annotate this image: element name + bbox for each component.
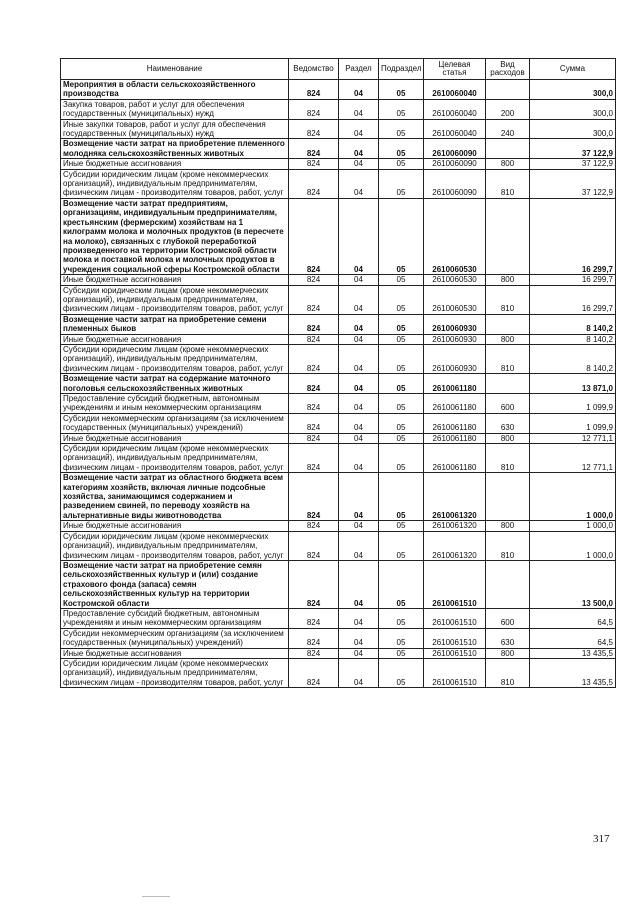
cell-name: Возмещение части затрат на содержание маточного поголовья сельскохозяйственных животных (61, 374, 289, 394)
table-row (61, 433, 616, 443)
cell-subsection: 05 (379, 531, 424, 560)
cell-amount: 37 122,9 (530, 139, 616, 159)
table-row (61, 394, 616, 414)
cell-section: 04 (339, 198, 379, 274)
cell-expense-type (486, 560, 530, 608)
cell-section: 04 (339, 275, 379, 285)
cell-target-article: 2610061180 (424, 413, 486, 433)
cell-target-article: 2610060930 (424, 314, 486, 334)
cell-amount: 16 299,7 (530, 285, 616, 314)
cell-name: Субсидии юридическим лицам (кроме некоммерческих организаций), индивидуальным предпринимателям, физическим лицам - производителям товаров, работ, услуг (61, 344, 289, 373)
cell-target-article: 2610060530 (424, 285, 486, 314)
cell-subsection: 05 (379, 648, 424, 658)
cell-name: Субсидии юридическим лицам (кроме некоммерческих организаций), индивидуальным предпринимателям, физическим лицам - производителям товаров, работ, услуг (61, 169, 289, 198)
cell-name: Иные бюджетные ассигнования (61, 433, 289, 443)
table-row (61, 198, 616, 274)
header-subsection: Подраздел (379, 59, 424, 80)
table-header-row (61, 59, 616, 80)
cell-target-article: 2610060090 (424, 169, 486, 198)
table-row (61, 608, 616, 628)
cell-subsection: 05 (379, 560, 424, 608)
cell-subsection: 05 (379, 628, 424, 648)
cell-subsection: 05 (379, 80, 424, 100)
cell-expense-type: 810 (486, 344, 530, 373)
cell-subsection: 05 (379, 99, 424, 119)
cell-target-article: 2610060090 (424, 159, 486, 169)
cell-department: 824 (289, 80, 339, 100)
cell-target-article: 2610060090 (424, 139, 486, 159)
cell-section: 04 (339, 531, 379, 560)
cell-department: 824 (289, 374, 339, 394)
cell-expense-type: 600 (486, 394, 530, 414)
table-row (61, 531, 616, 560)
cell-name: Возмещение части затрат на приобретение племенного молодняка сельскохозяйственных животных (61, 139, 289, 159)
cell-subsection: 05 (379, 169, 424, 198)
cell-name: Возмещение части затрат предприятиям, организациям, индивидуальным предпринимателям, крестьянским (фермерским) хозяйствам на 1 килограмм молока и молочных продуктов (в пересчете на молоко), связанных с глубокой переработкой произведенного на территории Костромской области молока и поставкой молока и молочных продуктов в учреждения социальной сферы Костромской области (61, 198, 289, 274)
cell-department: 824 (289, 314, 339, 334)
cell-name: Возмещение части затрат на приобретение семени племенных быков (61, 314, 289, 334)
cell-section: 04 (339, 628, 379, 648)
cell-section: 04 (339, 374, 379, 394)
cell-target-article: 2610060530 (424, 198, 486, 274)
cell-target-article: 2610060930 (424, 344, 486, 373)
header-expense-type: Вид расходов (486, 59, 530, 80)
cell-department: 824 (289, 198, 339, 274)
cell-subsection: 05 (379, 413, 424, 433)
cell-expense-type: 810 (486, 658, 530, 687)
cell-expense-type: 600 (486, 608, 530, 628)
cell-section: 04 (339, 119, 379, 139)
table-body (61, 80, 616, 688)
cell-expense-type: 800 (486, 521, 530, 531)
cell-name: Субсидии некоммерческим организациям (за исключением государственных (муниципальных) учреждений) (61, 628, 289, 648)
table-row (61, 139, 616, 159)
cell-department: 824 (289, 628, 339, 648)
cell-subsection: 05 (379, 608, 424, 628)
cell-name: Иные закупки товаров, работ и услуг для обеспечения государственных (муниципальных) нужд (61, 119, 289, 139)
table-row (61, 119, 616, 139)
cell-amount: 300,0 (530, 119, 616, 139)
header-name: Наименование (61, 59, 289, 80)
cell-target-article: 2610061510 (424, 648, 486, 658)
cell-department: 824 (289, 275, 339, 285)
cell-subsection: 05 (379, 159, 424, 169)
cell-amount: 37 122,9 (530, 159, 616, 169)
table-row (61, 169, 616, 198)
cell-subsection: 05 (379, 444, 424, 473)
cell-target-article: 2610061510 (424, 658, 486, 687)
cell-subsection: 05 (379, 394, 424, 414)
cell-section: 04 (339, 473, 379, 521)
cell-name: Иные бюджетные ассигнования (61, 648, 289, 658)
table-row (61, 413, 616, 433)
cell-department: 824 (289, 139, 339, 159)
cell-target-article: 2610061510 (424, 560, 486, 608)
cell-expense-type (486, 473, 530, 521)
cell-amount: 8 140,2 (530, 314, 616, 334)
cell-name: Иные бюджетные ассигнования (61, 159, 289, 169)
table-row (61, 444, 616, 473)
cell-subsection: 05 (379, 334, 424, 344)
cell-amount: 12 771,1 (530, 433, 616, 443)
cell-section: 04 (339, 80, 379, 100)
cell-target-article: 2610060040 (424, 119, 486, 139)
table-row (61, 275, 616, 285)
table-row (61, 99, 616, 119)
cell-expense-type (486, 139, 530, 159)
table-row (61, 473, 616, 521)
cell-department: 824 (289, 413, 339, 433)
cell-amount: 13 871,0 (530, 374, 616, 394)
cell-section: 04 (339, 433, 379, 443)
cell-expense-type: 240 (486, 119, 530, 139)
cell-expense-type (486, 198, 530, 274)
cell-section: 04 (339, 159, 379, 169)
cell-subsection: 05 (379, 314, 424, 334)
cell-department: 824 (289, 169, 339, 198)
cell-name: Возмещение части затрат из областного бюджета всем категориям хозяйств, включая личные подсобные хозяйства, занимающимся содержанием и разведением свиней, по переводу хозяйств на альтернативные виды животноводства (61, 473, 289, 521)
table-row (61, 628, 616, 648)
cell-amount: 8 140,2 (530, 344, 616, 373)
cell-expense-type: 810 (486, 285, 530, 314)
cell-expense-type: 810 (486, 169, 530, 198)
cell-section: 04 (339, 394, 379, 414)
cell-expense-type: 200 (486, 99, 530, 119)
cell-expense-type: 800 (486, 334, 530, 344)
cell-section: 04 (339, 139, 379, 159)
cell-target-article: 2610061510 (424, 628, 486, 648)
cell-target-article: 2610061180 (424, 444, 486, 473)
cell-department: 824 (289, 648, 339, 658)
cell-amount: 13 500,0 (530, 560, 616, 608)
table-row (61, 374, 616, 394)
cell-amount: 300,0 (530, 99, 616, 119)
cell-target-article: 2610061320 (424, 531, 486, 560)
cell-target-article: 2610061180 (424, 374, 486, 394)
header-target-article: Целевая статья (424, 59, 486, 80)
cell-amount: 1 000,0 (530, 531, 616, 560)
cell-department: 824 (289, 658, 339, 687)
cell-name: Субсидии некоммерческим организациям (за исключением государственных (муниципальных) учреждений) (61, 413, 289, 433)
cell-department: 824 (289, 285, 339, 314)
cell-department: 824 (289, 608, 339, 628)
cell-expense-type (486, 314, 530, 334)
cell-department: 824 (289, 99, 339, 119)
table-row (61, 648, 616, 658)
cell-amount: 1 000,0 (530, 521, 616, 531)
cell-subsection: 05 (379, 374, 424, 394)
cell-target-article: 2610060040 (424, 99, 486, 119)
cell-subsection: 05 (379, 119, 424, 139)
cell-amount: 64,5 (530, 628, 616, 648)
table-row (61, 285, 616, 314)
cell-section: 04 (339, 285, 379, 314)
cell-amount: 300,0 (530, 80, 616, 100)
header-amount: Сумма (530, 59, 616, 80)
cell-target-article: 2610061180 (424, 433, 486, 443)
cell-expense-type: 810 (486, 444, 530, 473)
table-row (61, 334, 616, 344)
cell-target-article: 2610060530 (424, 275, 486, 285)
cell-department: 824 (289, 521, 339, 531)
cell-section: 04 (339, 334, 379, 344)
cell-department: 824 (289, 473, 339, 521)
cell-section: 04 (339, 521, 379, 531)
cell-name: Мероприятия в области сельскохозяйственного производства (61, 80, 289, 100)
cell-subsection: 05 (379, 275, 424, 285)
cell-expense-type (486, 374, 530, 394)
cell-target-article: 2610061180 (424, 394, 486, 414)
table-row (61, 521, 616, 531)
cell-expense-type (486, 80, 530, 100)
cell-name: Субсидии юридическим лицам (кроме некоммерческих организаций), индивидуальным предпринимателям, физическим лицам - производителям товаров, работ, услуг (61, 285, 289, 314)
table-row (61, 658, 616, 687)
cell-subsection: 05 (379, 473, 424, 521)
cell-expense-type: 810 (486, 531, 530, 560)
scan-mark (142, 896, 170, 897)
cell-expense-type: 800 (486, 648, 530, 658)
cell-section: 04 (339, 608, 379, 628)
cell-amount: 8 140,2 (530, 334, 616, 344)
cell-department: 824 (289, 159, 339, 169)
cell-name: Субсидии юридическим лицам (кроме некоммерческих организаций), индивидуальным предпринимателям, физическим лицам - производителям товаров, работ, услуг (61, 531, 289, 560)
cell-section: 04 (339, 560, 379, 608)
cell-department: 824 (289, 433, 339, 443)
cell-name: Иные бюджетные ассигнования (61, 334, 289, 344)
cell-amount: 16 299,7 (530, 275, 616, 285)
cell-amount: 64,5 (530, 608, 616, 628)
cell-department: 824 (289, 119, 339, 139)
cell-amount: 12 771,1 (530, 444, 616, 473)
cell-expense-type: 800 (486, 159, 530, 169)
table-row (61, 560, 616, 608)
table-row (61, 344, 616, 373)
cell-section: 04 (339, 169, 379, 198)
cell-amount: 1 000,0 (530, 473, 616, 521)
cell-name: Предоставление субсидий бюджетным, автономным учреждениям и иным некоммерческим организациям (61, 608, 289, 628)
cell-department: 824 (289, 560, 339, 608)
cell-section: 04 (339, 314, 379, 334)
cell-amount: 1 099,9 (530, 413, 616, 433)
cell-target-article: 2610061510 (424, 608, 486, 628)
cell-section: 04 (339, 99, 379, 119)
cell-subsection: 05 (379, 521, 424, 531)
cell-amount: 37 122,9 (530, 169, 616, 198)
cell-expense-type: 800 (486, 433, 530, 443)
cell-target-article: 2610060930 (424, 334, 486, 344)
cell-section: 04 (339, 444, 379, 473)
cell-department: 824 (289, 334, 339, 344)
header-department: Ведомство (289, 59, 339, 80)
cell-section: 04 (339, 648, 379, 658)
cell-target-article: 2610061320 (424, 521, 486, 531)
cell-amount: 13 435,5 (530, 658, 616, 687)
cell-department: 824 (289, 444, 339, 473)
cell-expense-type: 630 (486, 628, 530, 648)
cell-expense-type: 800 (486, 275, 530, 285)
table-row (61, 314, 616, 334)
cell-subsection: 05 (379, 285, 424, 314)
cell-name: Иные бюджетные ассигнования (61, 521, 289, 531)
cell-subsection: 05 (379, 658, 424, 687)
cell-section: 04 (339, 344, 379, 373)
cell-subsection: 05 (379, 139, 424, 159)
cell-name: Закупка товаров, работ и услуг для обеспечения государственных (муниципальных) нужд (61, 99, 289, 119)
table-row (61, 159, 616, 169)
cell-department: 824 (289, 531, 339, 560)
cell-subsection: 05 (379, 433, 424, 443)
cell-department: 824 (289, 394, 339, 414)
cell-amount: 13 435,5 (530, 648, 616, 658)
cell-subsection: 05 (379, 344, 424, 373)
page-number: 317 (593, 833, 610, 845)
cell-name: Иные бюджетные ассигнования (61, 275, 289, 285)
cell-name: Субсидии юридическим лицам (кроме некоммерческих организаций), индивидуальным предпринимателям, физическим лицам - производителям товаров, работ, услуг (61, 444, 289, 473)
cell-name: Возмещение части затрат на приобретение семян сельскохозяйственных культур и (или) создание страхового фонда (запаса) семян сельскохозяйственных культур на территории Костромской области (61, 560, 289, 608)
cell-amount: 1 099,9 (530, 394, 616, 414)
cell-name: Субсидии юридическим лицам (кроме некоммерческих организаций), индивидуальным предпринимателям, физическим лицам - производителям товаров, работ, услуг (61, 658, 289, 687)
cell-section: 04 (339, 658, 379, 687)
cell-target-article: 2610060040 (424, 80, 486, 100)
cell-expense-type: 630 (486, 413, 530, 433)
cell-department: 824 (289, 344, 339, 373)
cell-name: Предоставление субсидий бюджетным, автономным учреждениям и иным некоммерческим организациям (61, 394, 289, 414)
budget-table (60, 58, 616, 688)
table-row (61, 80, 616, 100)
cell-amount: 16 299,7 (530, 198, 616, 274)
cell-section: 04 (339, 413, 379, 433)
cell-target-article: 2610061320 (424, 473, 486, 521)
cell-subsection: 05 (379, 198, 424, 274)
header-section: Раздел (339, 59, 379, 80)
